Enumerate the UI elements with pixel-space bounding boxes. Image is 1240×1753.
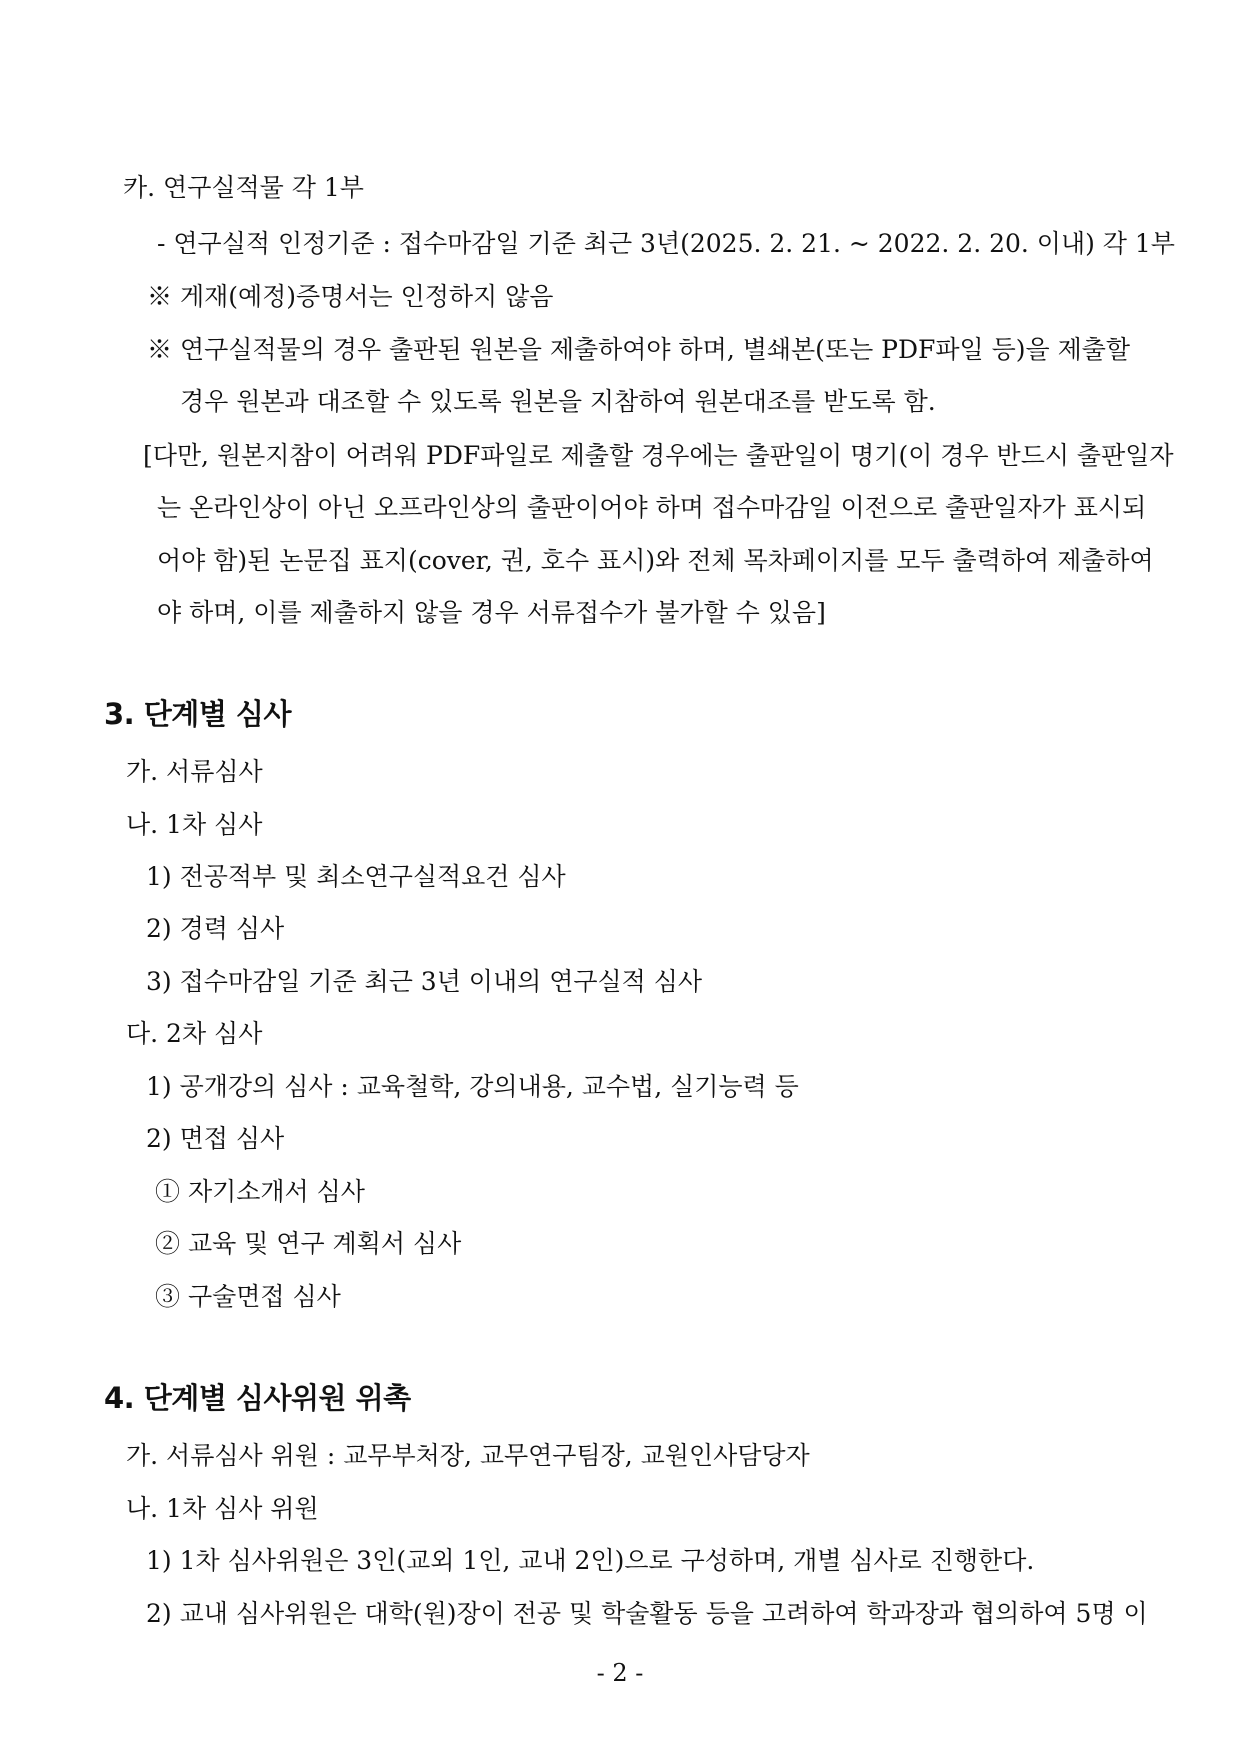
section-ka-title: 카. 연구실적물 각 1부	[123, 173, 364, 202]
section-3-da-1: 1) 공개강의 심사 : 교육철학, 강의내용, 교수법, 실기능력 등	[146, 1072, 799, 1101]
section-4-ga: 가. 서류심사 위원 : 교무부처장, 교무연구팀장, 교원인사담당자	[126, 1441, 810, 1470]
bracket-line-2: 는 온라인상이 아닌 오프라인상의 출판이어야 하며 접수마감일 이전으로 출판일자가 표시되	[157, 493, 1147, 522]
section-4-heading: 4. 단계별 심사위원 위촉	[104, 1381, 411, 1415]
page-number: - 2 -	[596, 1659, 644, 1687]
section-3-ga: 가. 서류심사	[126, 757, 263, 786]
section-3-da: 다. 2차 심사	[126, 1019, 263, 1048]
section-3-na-3: 3) 접수마감일 기준 최근 3년 이내의 연구실적 심사	[146, 967, 703, 996]
note-2-line-2: 경우 원본과 대조할 수 있도록 원본을 지참하여 원본대조를 받도록 함.	[180, 387, 936, 416]
section-3-da-2: 2) 면접 심사	[146, 1124, 285, 1153]
section-3-da-2-1: ① 자기소개서 심사	[155, 1177, 365, 1206]
section-3-na: 나. 1차 심사	[126, 810, 263, 839]
section-3-da-2-3: ③ 구술면접 심사	[155, 1282, 341, 1311]
section-3-na-2: 2) 경력 심사	[146, 914, 285, 943]
section-4-na: 나. 1차 심사 위원	[126, 1494, 319, 1523]
note-2-line-1: ※ 연구실적물의 경우 출판된 원본을 제출하여야 하며, 별쇄본(또는 PDF파일 등)을 제출할	[147, 335, 1131, 364]
section-3-da-2-2: ② 교육 및 연구 계획서 심사	[155, 1229, 462, 1258]
bracket-line-3: 어야 함)된 논문집 표지(cover, 권, 호수 표시)와 전체 목차페이지를 모두 출력하여 제출하여	[157, 546, 1154, 575]
bracket-line-1: [다만, 원본지참이 어려워 PDF파일로 제출할 경우에는 출판일이 명기(이 경우 반드시 출판일자	[143, 441, 1174, 470]
note-1: ※ 게재(예정)증명서는 인정하지 않음	[147, 282, 554, 311]
section-3-na-1: 1) 전공적부 및 최소연구실적요건 심사	[146, 862, 566, 891]
section-4-na-2: 2) 교내 심사위원은 대학(원)장이 전공 및 학술활동 등을 고려하여 학과장과 협의하여 5명 이	[146, 1599, 1148, 1628]
criteria-line: - 연구실적 인정기준 : 접수마감일 기준 최근 3년(2025. 2. 21. ~ 2022. 2. 20. 이내) 각 1부	[157, 229, 1175, 258]
bracket-line-4: 야 하며, 이를 제출하지 않을 경우 서류접수가 불가할 수 있음]	[157, 598, 826, 627]
section-4-na-1: 1) 1차 심사위원은 3인(교외 1인, 교내 2인)으로 구성하며, 개별 심사로 진행한다.	[146, 1546, 1035, 1575]
section-3-heading: 3. 단계별 심사	[104, 697, 291, 731]
